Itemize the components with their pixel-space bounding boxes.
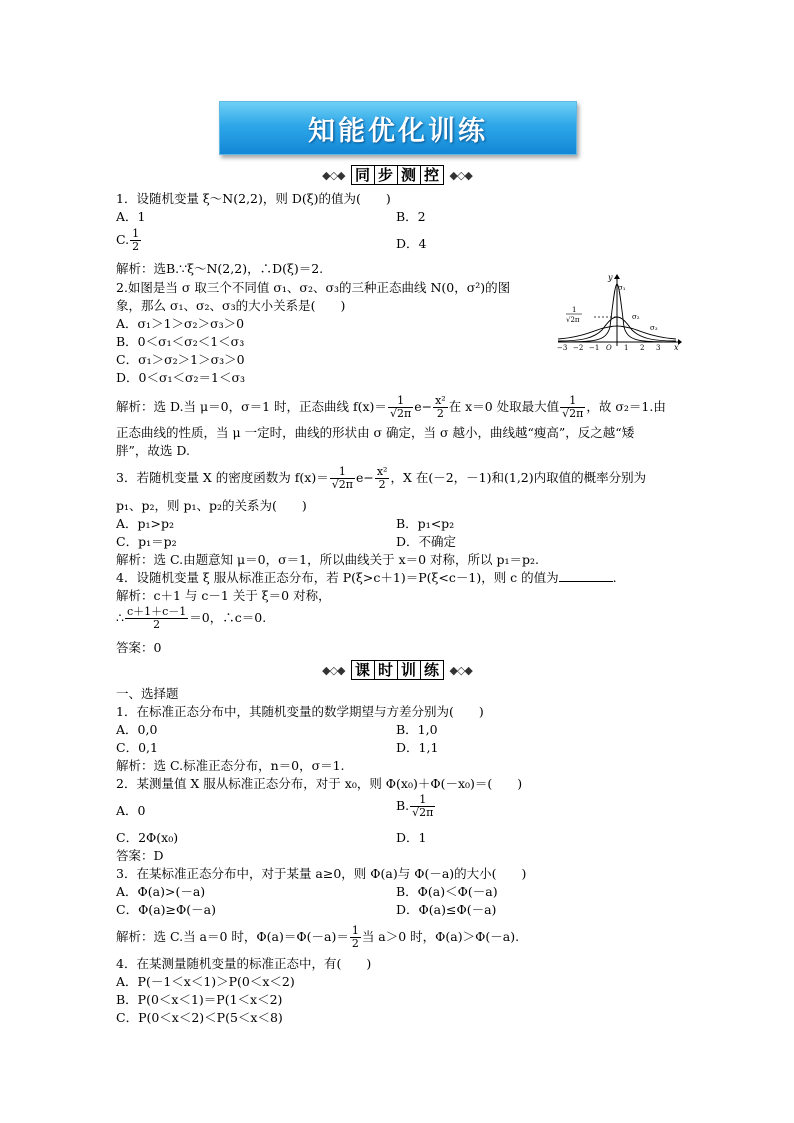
tick-label: −3 (557, 344, 568, 352)
q2-option-c: C．σ₁＞σ₂＞1＞σ₃＞0 (116, 352, 245, 367)
minus-sign: − (421, 399, 433, 414)
tick-label: −2 (573, 344, 584, 352)
k3-stem: 3．在某标准正态分布中，对于某量 a≥0，则 Φ(a)与 Φ(－a)的大小( ) (116, 866, 527, 881)
k1-stem: 1．在标准正态分布中，其随机变量的数学期望与方差分别为( ) (116, 704, 484, 719)
k1-option-d: D．1,1 (396, 740, 439, 755)
section-char: 课 (352, 661, 375, 679)
text: 在 x＝0 处取最大值 (448, 399, 560, 414)
k1-option-a: A．0,0 (116, 722, 158, 737)
k4-option-a: A．P(－1＜x＜1)＞P(0＜x＜2) (116, 974, 295, 989)
k1-option-c: C．0,1 (116, 740, 158, 755)
fraction (330, 466, 355, 491)
fraction (350, 925, 361, 950)
peak-numerator: 1 (572, 306, 577, 314)
text: ，故 σ₂＝1.由 (586, 399, 666, 414)
q3-analysis: 解析：选 C.由题意知 μ＝0，σ＝1，所以曲线关于 x＝0 对称，所以 p₁＝p₂. (116, 552, 540, 567)
k4-stem: 4．在某测量随机变量的标准正态中，有( ) (116, 956, 372, 971)
ornament-left: ◆◇◆ (322, 168, 345, 182)
q2-option-a: A．σ₁＞1＞σ₂＞σ₃＞0 (116, 316, 245, 331)
origin-label: O (606, 344, 612, 352)
q3-option-c: C．p₁＝p₂ (116, 534, 177, 549)
section-char: 练 (421, 661, 443, 679)
q4-analysis-line1: 解析：c＋1 与 c－1 关于 ξ＝0 对称， (116, 588, 331, 603)
tick-label: −1 (589, 344, 600, 352)
section-char: 训 (398, 661, 421, 679)
section-char: 步 (375, 166, 398, 184)
section-header-sync (0, 165, 794, 185)
denominator: √2π (331, 478, 353, 491)
fraction (388, 395, 413, 420)
q4-stem (116, 570, 617, 586)
text: ＝0，∴c＝0. (189, 610, 267, 625)
numerator: c＋1＋c－1 (126, 605, 187, 618)
denominator: √2π (389, 407, 412, 420)
sigma3-label: σ₃ (650, 324, 658, 332)
sigma1-label: σ₁ (618, 284, 626, 292)
q2-option-d: D．0＜σ₁＜σ₂＝1＜σ₃ (116, 370, 246, 385)
e-symbol: e (414, 399, 422, 414)
option-label: B. (396, 798, 410, 813)
numerator: x² (435, 394, 446, 407)
q2-analysis-line2: 正态曲线的性质，当 μ 一定时，曲线的形状由 σ 确定，当 σ 越小，曲线越“瘦高”，反之越“矮 (116, 425, 635, 440)
denominator: √2π (412, 806, 434, 819)
k2-option-a: A．0 (116, 803, 146, 818)
text: 3．若随机变量 X 的密度函数为 f(x)＝ (116, 470, 329, 485)
option-label: C. (116, 232, 130, 247)
fraction (130, 228, 141, 253)
denominator: 2 (378, 478, 386, 491)
tick-label: 2 (640, 344, 645, 352)
text: ∴ (116, 610, 124, 625)
section-char: 测 (398, 166, 421, 184)
ornament-right: ◆◇◆ (449, 663, 472, 677)
k2-option-b (396, 794, 436, 819)
part-title: 一、选择题 (116, 686, 179, 701)
text: ，X 在(－2，－1)和(1,2)内取值的概率分别为 (390, 470, 647, 485)
k2-option-d: D．1 (396, 830, 427, 845)
k2-option-c: C．2Φ(x₀) (116, 830, 179, 845)
k3-option-a: A．Φ(a)>(－a) (116, 884, 206, 899)
k3-option-c: C．Φ(a)≥Φ(－a) (116, 902, 216, 917)
text: 解析：选 D.当 μ＝0，σ＝1 时，正态曲线 f(x)＝ (116, 399, 387, 414)
peak-denominator: √2π (566, 316, 580, 324)
numerator: 1 (560, 395, 585, 408)
q2-analysis-line3: 胖”，故选 D. (116, 443, 190, 458)
section-char: 控 (421, 166, 443, 184)
denominator: 2 (153, 618, 161, 631)
numerator: 1 (351, 924, 359, 937)
q1-option-d: D．4 (396, 236, 427, 251)
q1-analysis: 解析：选B.∵ξ～N(2,2)，∴D(ξ)＝2. (116, 261, 324, 276)
q1-stem: 1．设随机变量 ξ～N(2,2)，则 D(ξ)的值为( ) (116, 191, 391, 206)
denominator: 2 (436, 407, 444, 420)
section-header-lesson (0, 660, 794, 680)
text: . (612, 570, 617, 585)
banner-title: 知能优化训练 (308, 115, 488, 147)
tick-label: 1 (624, 344, 629, 352)
numerator: x² (376, 465, 388, 478)
numerator: 1 (410, 794, 435, 807)
section-title-box (351, 165, 444, 185)
fraction (410, 794, 435, 819)
numerator: 1 (330, 466, 355, 479)
k1-option-b: B．1,0 (396, 722, 438, 737)
normal-curves-figure (554, 272, 684, 352)
q2-analysis-line1 (116, 395, 666, 420)
q1-option-b: B．2 (396, 209, 426, 224)
k2-answer: 答案：D (116, 848, 164, 863)
exponent-fraction (375, 466, 390, 491)
text: 解析：选 C.当 a＝0 时，Φ(a)＝Φ(－a)＝ (116, 929, 349, 944)
q1-option-a: A．1 (116, 209, 146, 224)
q4-analysis-line2 (116, 606, 266, 631)
answer-blank[interactable] (559, 581, 613, 582)
k4-option-b: B．P(0＜x＜1)＝P(1＜x＜2) (116, 992, 283, 1007)
section-title-box (351, 660, 444, 680)
denominator: 2 (132, 240, 140, 253)
denominator: 2 (351, 937, 359, 950)
text: 4．设随机变量 ξ 服从标准正态分布，若 P(ξ>c＋1)＝P(ξ<c－1)，则 c 的值为 (116, 570, 559, 585)
k2-stem: 2．某测量值 X 服从标准正态分布，对于 x₀，则 Φ(x₀)＋Φ(－x₀)＝( ) (116, 776, 523, 791)
q3-option-a: A．p₁>p₂ (116, 516, 175, 531)
q1-option-c (116, 228, 142, 253)
tick-label: 3 (656, 344, 661, 352)
numerator: 1 (388, 395, 413, 408)
ornament-left: ◆◇◆ (322, 663, 345, 677)
sigma2-label: σ₂ (632, 313, 640, 321)
k3-option-b: B．Φ(a)＜Φ(－a) (396, 884, 498, 899)
q3-option-d: D．不确定 (396, 534, 457, 549)
e-symbol: e (355, 470, 364, 485)
fraction (560, 395, 585, 420)
y-axis-label: y (608, 273, 613, 282)
numerator: 1 (132, 227, 140, 240)
q2-stem-line1: 2.如图是当 σ 取三个不同值 σ₁、σ₂、σ₃的三种正态曲线 N(0，σ²)的图 (116, 280, 511, 295)
text: 当 a＞0 时，Φ(a)＞Φ(－a). (361, 929, 520, 944)
q4-answer: 答案：0 (116, 640, 162, 655)
minus-sign: − (363, 470, 374, 485)
q3-stem-line2: p₁、p₂，则 p₁、p₂的关系为( ) (116, 498, 307, 513)
q2-stem-line2: 象，那么 σ₁、σ₂、σ₃的大小关系是( ) (116, 298, 346, 313)
section-char: 时 (375, 661, 398, 679)
k4-option-c: C．P(0＜x＜2)＜P(5＜x＜8) (116, 1010, 283, 1025)
exponent-fraction (433, 395, 448, 420)
k3-analysis (116, 925, 519, 950)
ornament-right: ◆◇◆ (449, 168, 472, 182)
k1-analysis: 解析：选 C.标准正态分布，n＝0，σ＝1. (116, 758, 345, 773)
fraction (125, 606, 188, 631)
title-banner (219, 101, 577, 155)
q3-option-b: B．p₁<p₂ (396, 516, 455, 531)
q2-option-b: B．0＜σ₁＜σ₂＜1＜σ₃ (116, 334, 245, 349)
q3-stem-line1 (116, 466, 646, 491)
denominator: √2π (562, 407, 584, 420)
section-char: 同 (352, 166, 375, 184)
x-axis-label: x (674, 343, 679, 352)
k3-option-d: D．Φ(a)≤Φ(－a) (396, 902, 497, 917)
